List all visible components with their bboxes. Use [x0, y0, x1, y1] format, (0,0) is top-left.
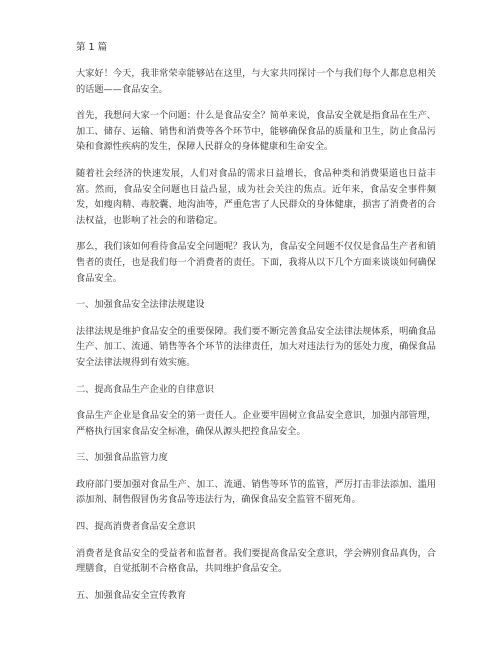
- paragraph-background: 随着社会经济的快速发展，人们对食品的需求日益增长，食品种类和消费渠道也日益丰富。然而，食品安全问题也日益凸显，成为社会关注的焦点。近年来，食品安全事件频发，如瘦肉精、毒胶囊、地沟油等，严重危害了人民群众的身体健康，损害了消费者的合法权益，也影响了社会的和谐稳定。: [76, 167, 436, 226]
- section-heading-4: 四、提高消费者食品安全意识: [76, 521, 196, 533]
- section-paragraph-3: 政府部门要加强对食品生产、加工、流通、销售等环节的监管，严厉打击非法添加、滥用添加剂、制售假冒伪劣食品等违法行为，确保食品安全监管不留死角。: [76, 478, 436, 506]
- section-paragraph-1: 法律法规是维护食品安全的重要保障。我们要不断完善食品安全法律法规体系，明确食品生产、加工、流通、销售等各个环节的法律责任，加大对违法行为的惩处力度，确保食品安全法律法规得到有效实施。: [76, 325, 436, 368]
- section-heading-3: 三、加强食品监管力度: [76, 452, 168, 464]
- document-page: [76, 40, 436, 614]
- section-heading-1: 一、加强食品安全法律法规建设: [76, 299, 205, 311]
- section-paragraph-4: 消费者是食品安全的受益者和监督者。我们要提高食品安全意识，学会辨别食品真伪，合理膳食，自觉抵制不合格食品，共同维护食品安全。: [76, 547, 436, 575]
- section-heading-2: 二、提高食品生产企业的自律意识: [76, 383, 214, 395]
- paragraph-definition: 首先，我想问大家一个问题：什么是食品安全？简单来说，食品安全就是指食品在生产、加工、储存、运输、销售和消费等各个环节中，能够确保食品的质量和卫生，防止食品污染和食源性疾病的发生，保障人民群众的身体健康和生命安全。: [76, 110, 436, 153]
- section-heading-5: 五、加强食品安全宣传教育: [76, 589, 187, 601]
- document-title: 第 1 篇: [76, 42, 108, 53]
- paragraph-greeting: 大家好！今天，我非常荣幸能够站在这里，与大家共同探讨一个与我们每个人都息息相关的话题——食品安全。: [76, 68, 436, 95]
- section-paragraph-2: 食品生产企业是食品安全的第一责任人。企业要牢固树立食品安全意识，加强内部管理，严格执行国家食品安全标准，确保从源头把控食品安全。: [76, 410, 436, 437]
- paragraph-responsibility: 那么，我们该如何看待食品安全问题呢？我认为，食品安全问题不仅仅是食品生产者和销售者的责任，也是我们每一个消费者的责任。下面，我将从以下几个方面来谈谈如何确保食品安全。: [76, 241, 436, 284]
